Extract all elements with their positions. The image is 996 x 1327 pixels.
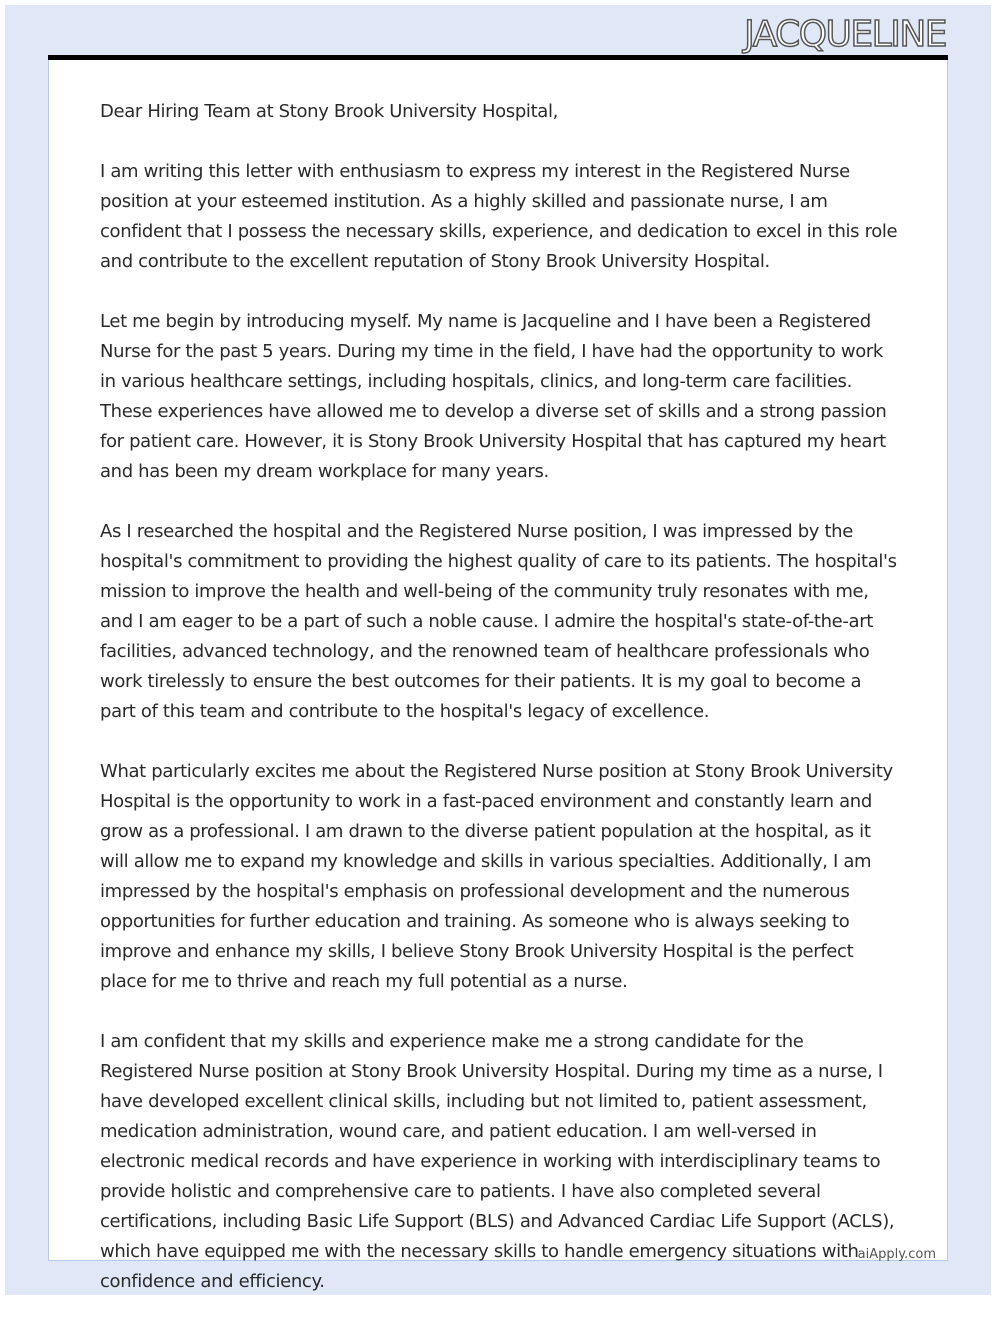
- letter-paragraph-3: As I researched the hospital and the Registered Nurse position, I was impressed by the hospital's commitment to providing the highest quality of care to its patients. The hospital's mission to improve the health and well-being of the community truly resonates with me, and I am eager to be a part of such a noble cause. I admire the hospital's state-of-the-art facilities, advanced technology, and the renowned team of healthcare professionals who work tirelessly to ensure the best outcomes for their patients. It is my goal to become a part of this team and contribute to the hospital's legacy of excellence.: [100, 521, 897, 722]
- letter-paragraph-4: What particularly excites me about the Registered Nurse position at Stony Brook University Hospital is the opportunity to work in a fast-paced environment and constantly learn and grow as a professional. I am drawn to the diverse patient population at the hospital, as it will allow me to expand my knowledge and skills in various specialties. Additionally, I am impressed by the hospital's emphasis on professional development and the numerous opportunities for further education and training. As someone who is always seeking to improve and enhance my skills, I believe Stony Brook University Hospital is the perfect place for me to thrive and reach my full potential as a nurse.: [100, 761, 893, 992]
- letter-paragraph-5: I am confident that my skills and experience make me a strong candidate for the Registered Nurse position at Stony Brook University Hospital. During my time as a nurse, I have developed excellent clinical skills, including but not limited to, patient assessment, medication administration, wound care, and patient education. I am well-versed in electronic medical records and have experience in working with interdisciplinary teams to provide holistic and comprehensive care to patients. I have also completed several certifications, including Basic Life Support (BLS) and Advanced Cardiac Life Support (ACLS), which have equipped me with the necessary skills to handle emergency situations with confidence and efficiency.: [100, 1031, 895, 1292]
- letter-paragraph-1: I am writing this letter with enthusiasm to express my interest in the Registered Nurse position at your esteemed institution. As a highly skilled and passionate nurse, I am confident that I possess the necessary skills, experience, and dedication to excel in this role and contribute to the excellent reputation of Stony Brook University Hospital.: [100, 161, 898, 272]
- watermark-text: aiApply.com: [857, 1247, 936, 1262]
- letter-paragraph-2: Let me begin by introducing myself. My name is Jacqueline and I have been a Registered Nurse for the past 5 years. During my time in the field, I have had the opportunity to work in various healthcare settings, including hospitals, clinics, and long-term care facilities. These experiences have allowed me to develop a diverse set of skills and a strong passion for patient care. However, it is Stony Brook University Hospital that has captured my heart and has been my dream workplace for many years.: [100, 311, 887, 482]
- letter-body: [100, 97, 900, 1327]
- letter-salutation: Dear Hiring Team at Stony Brook University Hospital,: [100, 101, 558, 122]
- applicant-name-header: JACQUELINE: [744, 14, 946, 55]
